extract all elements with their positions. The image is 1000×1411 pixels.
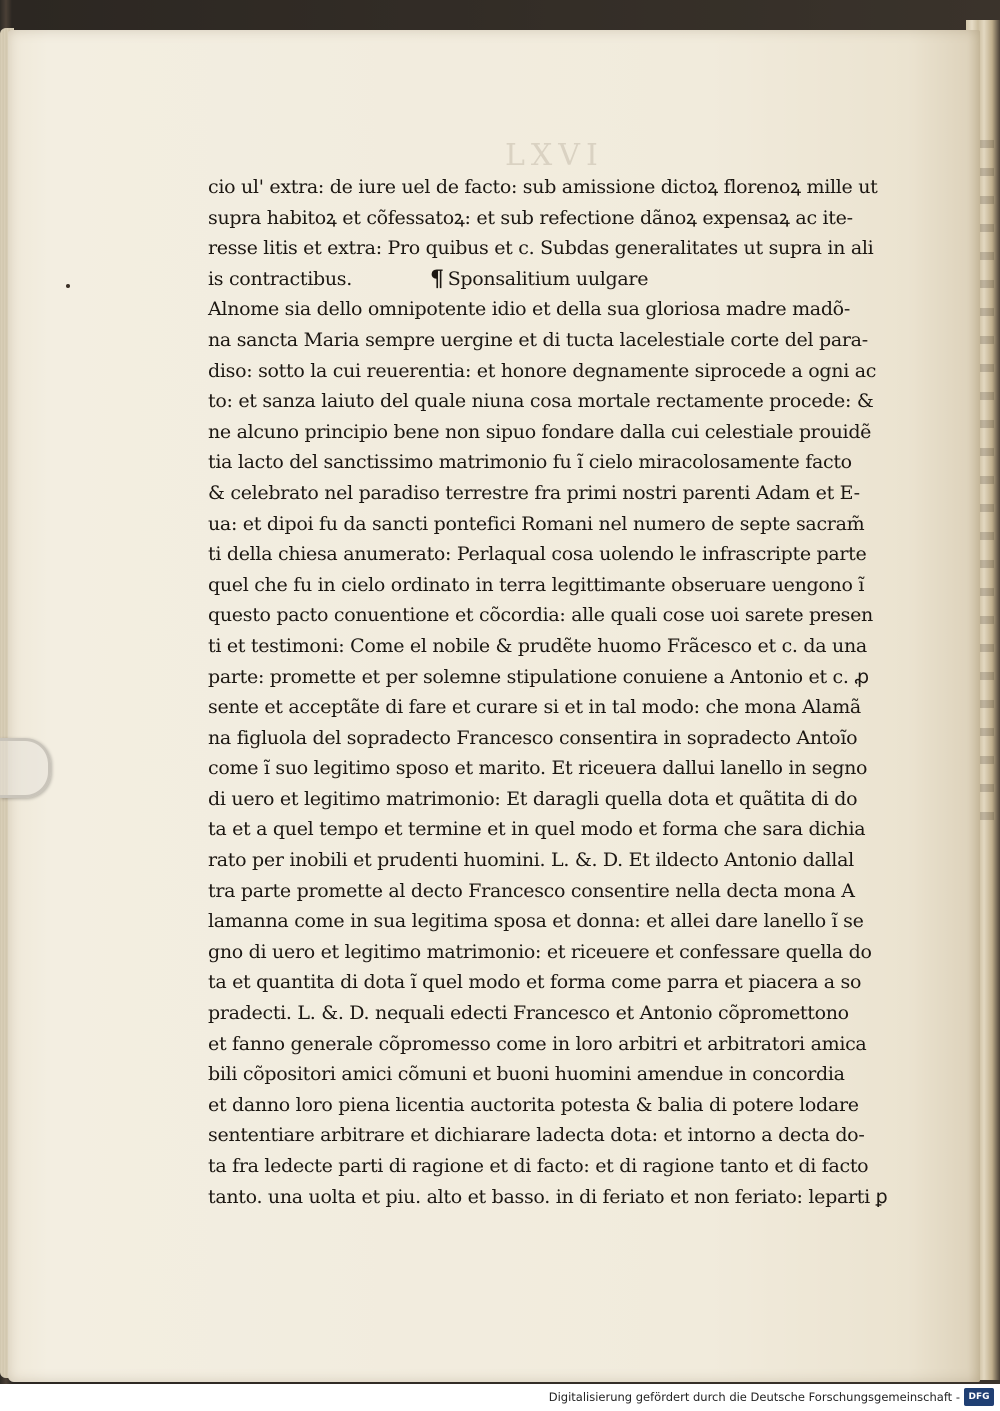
dfg-logo: DFG: [964, 1388, 994, 1406]
text-line: bili cõpositori amici cõmuni et buoni huomini amendue in concordia: [208, 1063, 845, 1086]
text-line: sente et acceptãte di fare et curare si et in tal modo: che mona Alamã: [208, 696, 861, 719]
text-line: ta fra ledecte parti di ragione et di facto: et di ragione tanto et di facto: [208, 1155, 869, 1177]
text-line: parte: promette et per solemne stipulatione conuiene a Antonio et c. ꝓ: [208, 665, 869, 688]
digitization-footer: [0, 1384, 1000, 1411]
text-line: rato per inobili et prudenti huomini. L. &. D. Et ildecto Antonio dallal: [208, 849, 854, 872]
funding-credit: Digitalisierung gefördert durch die Deutsche Forschungsgemeinschaft -: [548, 1390, 960, 1404]
text-line: lamanna come in sua legitima sposa et donna: et allei dare lanello ĩ se: [208, 910, 864, 933]
text-line-end: is contractibus.: [208, 267, 352, 290]
text-line: ne alcuno principio bene non sipuo fondare dalla cui celestiale prouidẽ: [208, 420, 872, 443]
text-line: supra habitoꝝ et cõfessatoꝝ: et sub refectione dãnoꝝ expensaꝝ ac ite-: [208, 206, 853, 229]
text-line: gno di uero et legitimo matrimonio: et riceuere et confessare quella do: [208, 940, 872, 963]
text-line: tra parte promette al decto Francesco consentire nella decta mona A: [208, 879, 855, 902]
text-line: diso: sotto la cui reuerentia: et honore degnamente siprocede a ogni ac: [208, 359, 877, 382]
section-heading: Sponsalitium uulgare: [447, 267, 649, 290]
text-line: na sancta Maria sempre uergine et di tucta lacelestiale corte del para-: [208, 328, 868, 351]
text-line: ua: et dipoi fu da sancti pontefici Romani nel numero de septe sacram̃: [208, 512, 865, 535]
binding-clip: [0, 738, 51, 798]
ink-speck: [66, 284, 70, 288]
text-line: ta et quantita di dota ĩ quel modo et forma come parra et piacera a so: [208, 971, 862, 994]
text-line: come ĩ suo legitimo sposo et marito. Et riceuera dallui lanello in segno: [208, 757, 868, 780]
text-line: cio ul' extra: de iure uel de facto: sub amissione dictoꝝ florenoꝝ mille ut: [208, 176, 878, 198]
text-line: to: et sanza laiuto del quale niuna cosa mortale rectamente procede: &: [208, 390, 874, 413]
text-line: quel che fu in cielo ordinato in terra legittimante obseruare uengono ĩ: [208, 573, 865, 596]
text-line: di uero et legitimo matrimonio: Et daragli quella dota et quãtita di do: [208, 787, 858, 810]
text-line: et danno loro piena licentia auctorita potesta & balia di potere lodare: [208, 1093, 859, 1116]
text-line: questo pacto conuentione et cõcordia: alle quali cose uoi sarete presen: [208, 604, 873, 627]
text-line: sententiare arbitrare et dichiarare ladecta dota: et intorno a decta do-: [208, 1124, 865, 1147]
pilcrow-icon: ¶: [429, 265, 444, 292]
text-line: tia lacto del sanctissimo matrimonio fu ĩ cielo miracolosamente facto: [208, 451, 852, 474]
rubric-line: [208, 264, 888, 295]
text-line: ta et a quel tempo et termine et in quel modo et forma che sara dichia: [208, 818, 866, 841]
text-line: pradecti. L. &. D. nequali edecti Francesco et Antonio cõpromettono: [208, 1002, 849, 1025]
text-line: na figluola del sopradecto Francesco consentira in sopradecto Antoĩo: [208, 726, 858, 749]
folio-showthrough: LXVI: [505, 138, 604, 173]
text-line: ti et testimoni: Come el nobile & prudẽte huomo Frãcesco et c. da una: [208, 634, 867, 657]
text-line: Alnome sia dello omnipotente idio et della sua gloriosa madre madõ-: [208, 298, 850, 321]
text-line: ti della chiesa anumerato: Perlaqual cosa uolendo le infrascripte parte: [208, 543, 867, 566]
text-line: et fanno generale cõpromesso come in loro arbitri et arbitratori amica: [208, 1032, 867, 1055]
text-line: & celebrato nel paradiso terrestre fra primi nostri parenti Adam et E-: [208, 481, 860, 504]
text-line: tanto. una uolta et piu. alto et basso. in di feriato et non feriato: leparti ꝑ: [208, 1185, 888, 1208]
text-line: resse litis et extra: Pro quibus et c. Subdas generalitates ut supra in ali: [208, 237, 874, 260]
text-block: [208, 172, 888, 1212]
